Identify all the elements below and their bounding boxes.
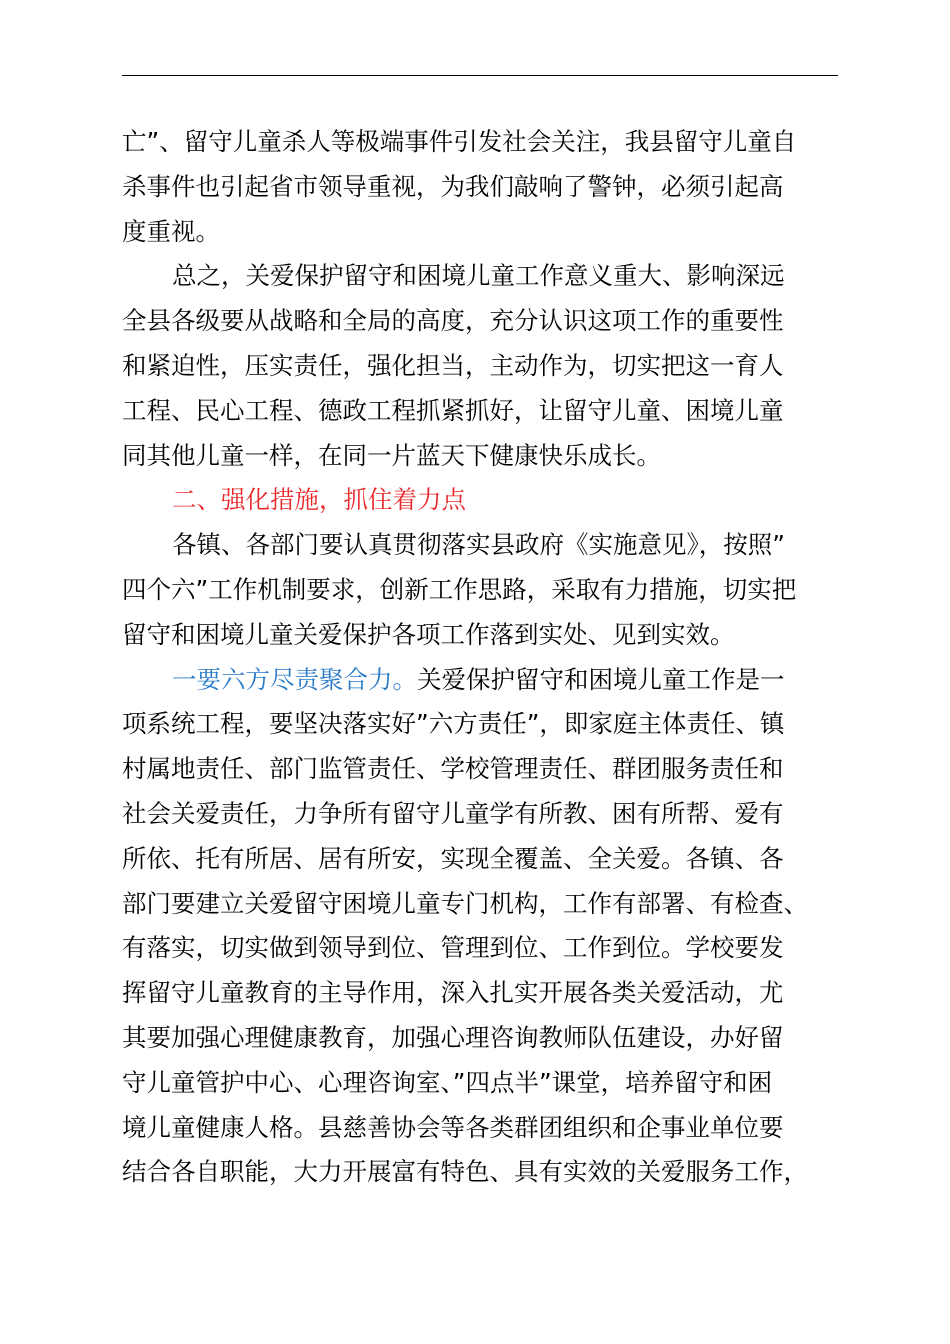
section-heading: 二、强化措施，抓住着力点 (172, 485, 466, 515)
document-body (122, 120, 838, 1195)
paragraph-start-line: 总之，关爱保护留守和困境儿童工作意义重大、影响深远 (172, 261, 785, 291)
text-line: 境儿童健康人格。县慈善协会等各类群团组织和企事业单位要 (122, 1112, 784, 1142)
paragraph-start-line: 各镇、各部门要认真贯彻落实县政府《实施意见》，按照” (172, 530, 785, 560)
text-line: 工程、民心工程、德政工程抓紧抓好，让留守儿童、困境儿童 (122, 395, 784, 425)
text-line: 所依、托有所居、居有所安，实现全覆盖、全关爱。各镇、各 (122, 843, 784, 873)
text-line: 社会关爱责任，力争所有留守儿童学有所教、困有所帮、爱有 (122, 798, 784, 828)
sub-heading: 一要六方尽责聚合力。 (172, 664, 417, 694)
text-line: 同其他儿童一样，在同一片蓝天下健康快乐成长。 (122, 440, 661, 470)
text-line: 结合各自职能，大力开展富有特色、具有实效的关爱服务工作， (122, 1157, 808, 1187)
text-line: 杀事件也引起省市领导重视，为我们敲响了警钟，必须引起高 (122, 171, 784, 201)
text-line: 度重视。 (122, 216, 220, 246)
text-line: 全县各级要从战略和全局的高度，充分认识这项工作的重要性 (122, 306, 784, 336)
text-line: 守儿童管护中心、心理咨询室、”四点半”课堂，培养留守和困 (122, 1067, 773, 1097)
text-line: 挥留守儿童教育的主导作用，深入扎实开展各类关爱活动，尤 (122, 978, 784, 1008)
text-line: 有落实，切实做到领导到位、管理到位、工作到位。学校要发 (122, 933, 784, 963)
text-line: 亡”、留守儿童杀人等极端事件引发社会关注，我县留守儿童自 (122, 127, 797, 156)
paragraph-start-line (122, 658, 838, 703)
text-line: 村属地责任、部门监管责任、学校管理责任、群团服务责任和 (122, 754, 784, 784)
text-line: 部门要建立关爱留守困境儿童专门机构，工作有部署、有检查、 (122, 888, 808, 918)
text-line: 四个六”工作机制要求，创新工作思路，采取有力措施，切实把 (122, 574, 797, 604)
text-line: 和紧迫性，压实责任，强化担当，主动作为，切实把这一育人 (122, 350, 784, 380)
text-line: 留守和困境儿童关爱保护各项工作落到实处、见到实效。 (122, 619, 735, 649)
text-line: 其要加强心理健康教育，加强心理咨询教师队伍建设，办好留 (122, 1022, 784, 1052)
text-line: 项系统工程，要坚决落实好”六方责任”，即家庭主体责任、镇 (122, 709, 785, 739)
text-segment: 关爱保护留守和困境儿童工作是一 (417, 664, 785, 694)
header-rule (122, 75, 838, 76)
